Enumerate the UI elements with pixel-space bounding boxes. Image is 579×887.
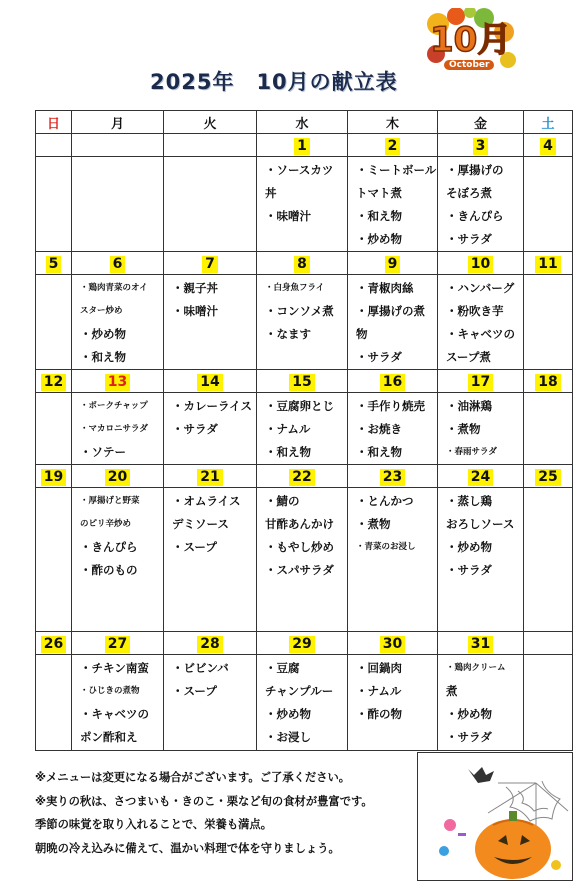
menu-cell — [524, 488, 573, 632]
menu-item: 丼 — [265, 186, 277, 200]
menu-item: ・ソースカツ — [265, 163, 334, 177]
menu-cell — [164, 275, 257, 370]
menu-item: ・和え物 — [356, 209, 402, 223]
menu-item: ・なます — [265, 327, 311, 341]
date-row — [36, 252, 573, 275]
weekday-header: 木 — [348, 111, 438, 134]
menu-item: ・青菜のお浸し — [356, 542, 416, 552]
menu-item: ・鯖の — [265, 494, 300, 508]
note-line: ※メニューは変更になる場合がございます。ご了承ください。 — [35, 771, 351, 784]
date-cell — [257, 134, 348, 157]
date-number: 22 — [289, 469, 314, 486]
date-number: 24 — [468, 469, 493, 486]
date-number: 2 — [385, 138, 401, 155]
date-cell — [438, 465, 524, 488]
date-number: 19 — [41, 469, 66, 486]
menu-item: ・手作り焼売 — [356, 399, 425, 413]
date-cell — [438, 252, 524, 275]
date-cell — [164, 465, 257, 488]
date-cell — [348, 252, 438, 275]
menu-item: ・炒め物 — [446, 540, 492, 554]
menu-row — [36, 393, 573, 465]
note-line: ※実りの秋は、さつまいも・きのこ・栗など旬の食材が豊富です。 — [35, 794, 373, 808]
menu-item: ・ミートボール — [356, 163, 437, 177]
menu-item: のピリ辛炒め — [80, 519, 132, 529]
date-number: 12 — [41, 374, 66, 391]
menu-item: ・ナムル — [265, 422, 311, 436]
menu-item: ・オムライス — [172, 494, 241, 508]
menu-item: ・もやし炒め — [265, 540, 334, 554]
menu-item: ・スープ — [172, 684, 217, 698]
october-badge — [424, 8, 516, 80]
menu-item: ・油淋鶏 — [446, 399, 492, 413]
menu-cell — [438, 275, 524, 370]
menu-cell — [348, 275, 438, 370]
menu-item: ・カレーライス — [172, 399, 253, 413]
menu-item: ・とんかつ — [356, 494, 414, 508]
menu-item: ・サラダ — [172, 422, 218, 436]
date-cell — [524, 465, 573, 488]
menu-item: ・豆腐 — [265, 661, 300, 675]
date-cell — [524, 252, 573, 275]
menu-item: ・白身魚フライ — [265, 283, 325, 293]
date-cell — [164, 134, 257, 157]
menu-item: ・サラダ — [446, 563, 492, 577]
date-number: 9 — [385, 256, 401, 273]
menu-item: おろしソース — [446, 517, 515, 531]
menu-cell — [36, 655, 72, 751]
menu-row — [36, 488, 573, 632]
menu-cell — [72, 157, 164, 252]
menu-item: ・回鍋肉 — [356, 661, 402, 675]
menu-item: ・マカロニサラダ — [80, 424, 148, 434]
pumpkin-icon — [418, 753, 572, 880]
menu-item: ・厚揚げと野菜 — [80, 496, 140, 506]
weekday-header-row — [36, 111, 573, 134]
menu-item: ・和え物 — [265, 445, 311, 459]
menu-item: ・青椒肉絲 — [356, 281, 414, 295]
menu-cell — [348, 157, 438, 252]
menu-item: ・厚揚げの煮 — [356, 304, 425, 318]
date-cell — [524, 370, 573, 393]
date-cell — [257, 370, 348, 393]
date-number: 5 — [46, 256, 62, 273]
menu-cell — [257, 655, 348, 751]
date-cell — [348, 134, 438, 157]
menu-cell — [72, 488, 164, 632]
menu-cell — [348, 488, 438, 632]
date-cell — [524, 134, 573, 157]
date-number: 1 — [294, 138, 310, 155]
date-cell — [72, 632, 164, 655]
menu-item: ・ソテー — [80, 445, 126, 459]
menu-item: ・親子丼 — [172, 281, 218, 295]
menu-item: ・ハンバーグ — [446, 281, 515, 295]
menu-row — [36, 275, 573, 370]
menu-cell — [72, 655, 164, 751]
month-number: 10月 — [430, 20, 512, 60]
date-number: 6 — [110, 256, 126, 273]
date-row — [36, 370, 573, 393]
menu-cell — [257, 393, 348, 465]
menu-cell — [72, 393, 164, 465]
date-number: 21 — [197, 469, 222, 486]
date-cell — [348, 632, 438, 655]
menu-item: ・炒め物 — [356, 232, 402, 246]
weekday-header: 土 — [524, 111, 573, 134]
date-cell — [164, 252, 257, 275]
menu-cell — [257, 275, 348, 370]
date-cell — [257, 465, 348, 488]
date-cell — [72, 465, 164, 488]
weekday-header: 水 — [257, 111, 348, 134]
date-cell — [524, 632, 573, 655]
date-number: 25 — [535, 469, 560, 486]
menu-item: ・和え物 — [80, 350, 126, 364]
date-number: 27 — [105, 636, 130, 653]
menu-cell — [164, 488, 257, 632]
date-cell — [36, 134, 72, 157]
menu-item: ポン酢和え — [80, 730, 138, 744]
date-cell — [36, 370, 72, 393]
date-number: 31 — [468, 636, 493, 653]
menu-item: ・サラダ — [356, 350, 402, 364]
menu-item: ・味噌汁 — [265, 209, 311, 223]
menu-row — [36, 157, 573, 252]
menu-item: ・煮物 — [356, 517, 391, 531]
menu-item: ・炒め物 — [80, 327, 126, 341]
menu-item: ・コンソメ煮 — [265, 304, 334, 318]
menu-cell — [438, 157, 524, 252]
note-line: 朝晩の冷え込みに備えて、温かい料理で体を守りましょう。 — [35, 841, 340, 855]
menu-cell — [524, 655, 573, 751]
menu-item: ・サラダ — [446, 730, 492, 744]
menu-item: ・サラダ — [446, 232, 492, 246]
menu-item: ・ビビンバ — [172, 661, 229, 675]
weekday-header: 火 — [164, 111, 257, 134]
menu-item: ・炒め物 — [446, 707, 492, 721]
date-number: 3 — [473, 138, 489, 155]
menu-item: ・お浸し — [265, 730, 311, 744]
date-cell — [164, 632, 257, 655]
date-number: 13 — [105, 374, 130, 391]
month-english: October — [444, 60, 494, 70]
menu-calendar — [35, 110, 573, 751]
menu-cell — [36, 275, 72, 370]
menu-item: ・スープ — [172, 540, 217, 554]
date-number: 16 — [380, 374, 405, 391]
date-number: 26 — [41, 636, 66, 653]
menu-cell — [36, 393, 72, 465]
menu-cell — [36, 157, 72, 252]
date-number: 10 — [468, 256, 493, 273]
menu-item: ・味噌汁 — [172, 304, 218, 318]
date-cell — [36, 252, 72, 275]
menu-cell — [438, 488, 524, 632]
menu-item: ・酢の物 — [356, 707, 402, 721]
note-line: 季節の味覚を取り入れることで、栄養も満点。 — [35, 818, 273, 831]
menu-item: ・鶏肉クリーム — [446, 663, 506, 673]
date-cell — [36, 465, 72, 488]
weekday-header: 金 — [438, 111, 524, 134]
menu-item: 物 — [356, 327, 368, 341]
date-number: 23 — [380, 469, 405, 486]
date-number: 30 — [380, 636, 405, 653]
menu-cell — [257, 157, 348, 252]
date-number: 4 — [540, 138, 556, 155]
date-cell — [438, 370, 524, 393]
date-cell — [257, 252, 348, 275]
date-row — [36, 134, 573, 157]
menu-item: 煮 — [446, 684, 458, 698]
menu-cell — [524, 393, 573, 465]
menu-item: そぼろ煮 — [446, 186, 492, 200]
menu-item: ・粉吹き芋 — [446, 304, 504, 318]
halloween-illustration — [417, 752, 573, 881]
date-number: 8 — [294, 256, 310, 273]
menu-item: ・ナムル — [356, 684, 402, 698]
page-title: 2025年 10月の献立表 — [150, 70, 398, 94]
menu-item: ・煮物 — [446, 422, 481, 436]
menu-item: ・鶏肉青菜のオイ — [80, 283, 148, 293]
date-cell — [257, 632, 348, 655]
date-cell — [348, 465, 438, 488]
menu-cell — [36, 488, 72, 632]
menu-item: ・炒め物 — [265, 707, 311, 721]
menu-item: ・チキン南蛮 — [80, 661, 149, 675]
date-cell — [72, 252, 164, 275]
menu-cell — [348, 393, 438, 465]
menu-item: ・お焼き — [356, 422, 402, 436]
date-number: 28 — [197, 636, 222, 653]
weekday-header: 日 — [36, 111, 72, 134]
menu-item: ・豆腐卵とじ — [265, 399, 334, 413]
date-cell — [348, 370, 438, 393]
menu-cell — [164, 157, 257, 252]
menu-cell — [164, 655, 257, 751]
menu-item: ・キャベツの — [80, 707, 149, 721]
menu-item: チャンプルー — [265, 684, 334, 698]
menu-item: ・ポークチャップ — [80, 401, 148, 411]
date-cell — [72, 370, 164, 393]
menu-cell — [72, 275, 164, 370]
date-cell — [36, 632, 72, 655]
date-row — [36, 465, 573, 488]
menu-item: ・きんぴら — [446, 209, 504, 223]
date-cell — [438, 632, 524, 655]
menu-row — [36, 655, 573, 751]
menu-cell — [438, 393, 524, 465]
menu-item: ・きんぴら — [80, 540, 138, 554]
menu-item: デミソース — [172, 517, 229, 531]
menu-item: ・ひじきの煮物 — [80, 686, 140, 696]
menu-item: 甘酢あんかけ — [265, 517, 334, 531]
menu-item: ・蒸し鶏 — [446, 494, 492, 508]
menu-item: ・キャベツの — [446, 327, 515, 341]
menu-cell — [348, 655, 438, 751]
menu-cell — [524, 157, 573, 252]
date-number: 29 — [289, 636, 314, 653]
date-number: 17 — [468, 374, 493, 391]
menu-item: トマト煮 — [356, 186, 402, 200]
menu-item: スープ煮 — [446, 350, 491, 364]
menu-item: ・スパサラダ — [265, 563, 334, 577]
weekday-header: 月 — [72, 111, 164, 134]
date-number: 11 — [535, 256, 560, 273]
date-cell — [72, 134, 164, 157]
date-number: 14 — [197, 374, 222, 391]
date-cell — [164, 370, 257, 393]
menu-item: ・和え物 — [356, 445, 402, 459]
date-number: 15 — [289, 374, 314, 391]
notes — [35, 766, 373, 860]
date-number: 18 — [535, 374, 560, 391]
menu-cell — [438, 655, 524, 751]
date-number: 7 — [202, 256, 218, 273]
menu-cell — [524, 275, 573, 370]
menu-item: スター炒め — [80, 306, 123, 316]
menu-cell — [257, 488, 348, 632]
menu-cell — [164, 393, 257, 465]
menu-item: ・厚揚げの — [446, 163, 504, 177]
date-row — [36, 632, 573, 655]
menu-item: ・酢のもの — [80, 563, 138, 577]
menu-item: ・春雨サラダ — [446, 447, 497, 457]
date-number: 20 — [105, 469, 130, 486]
date-cell — [438, 134, 524, 157]
